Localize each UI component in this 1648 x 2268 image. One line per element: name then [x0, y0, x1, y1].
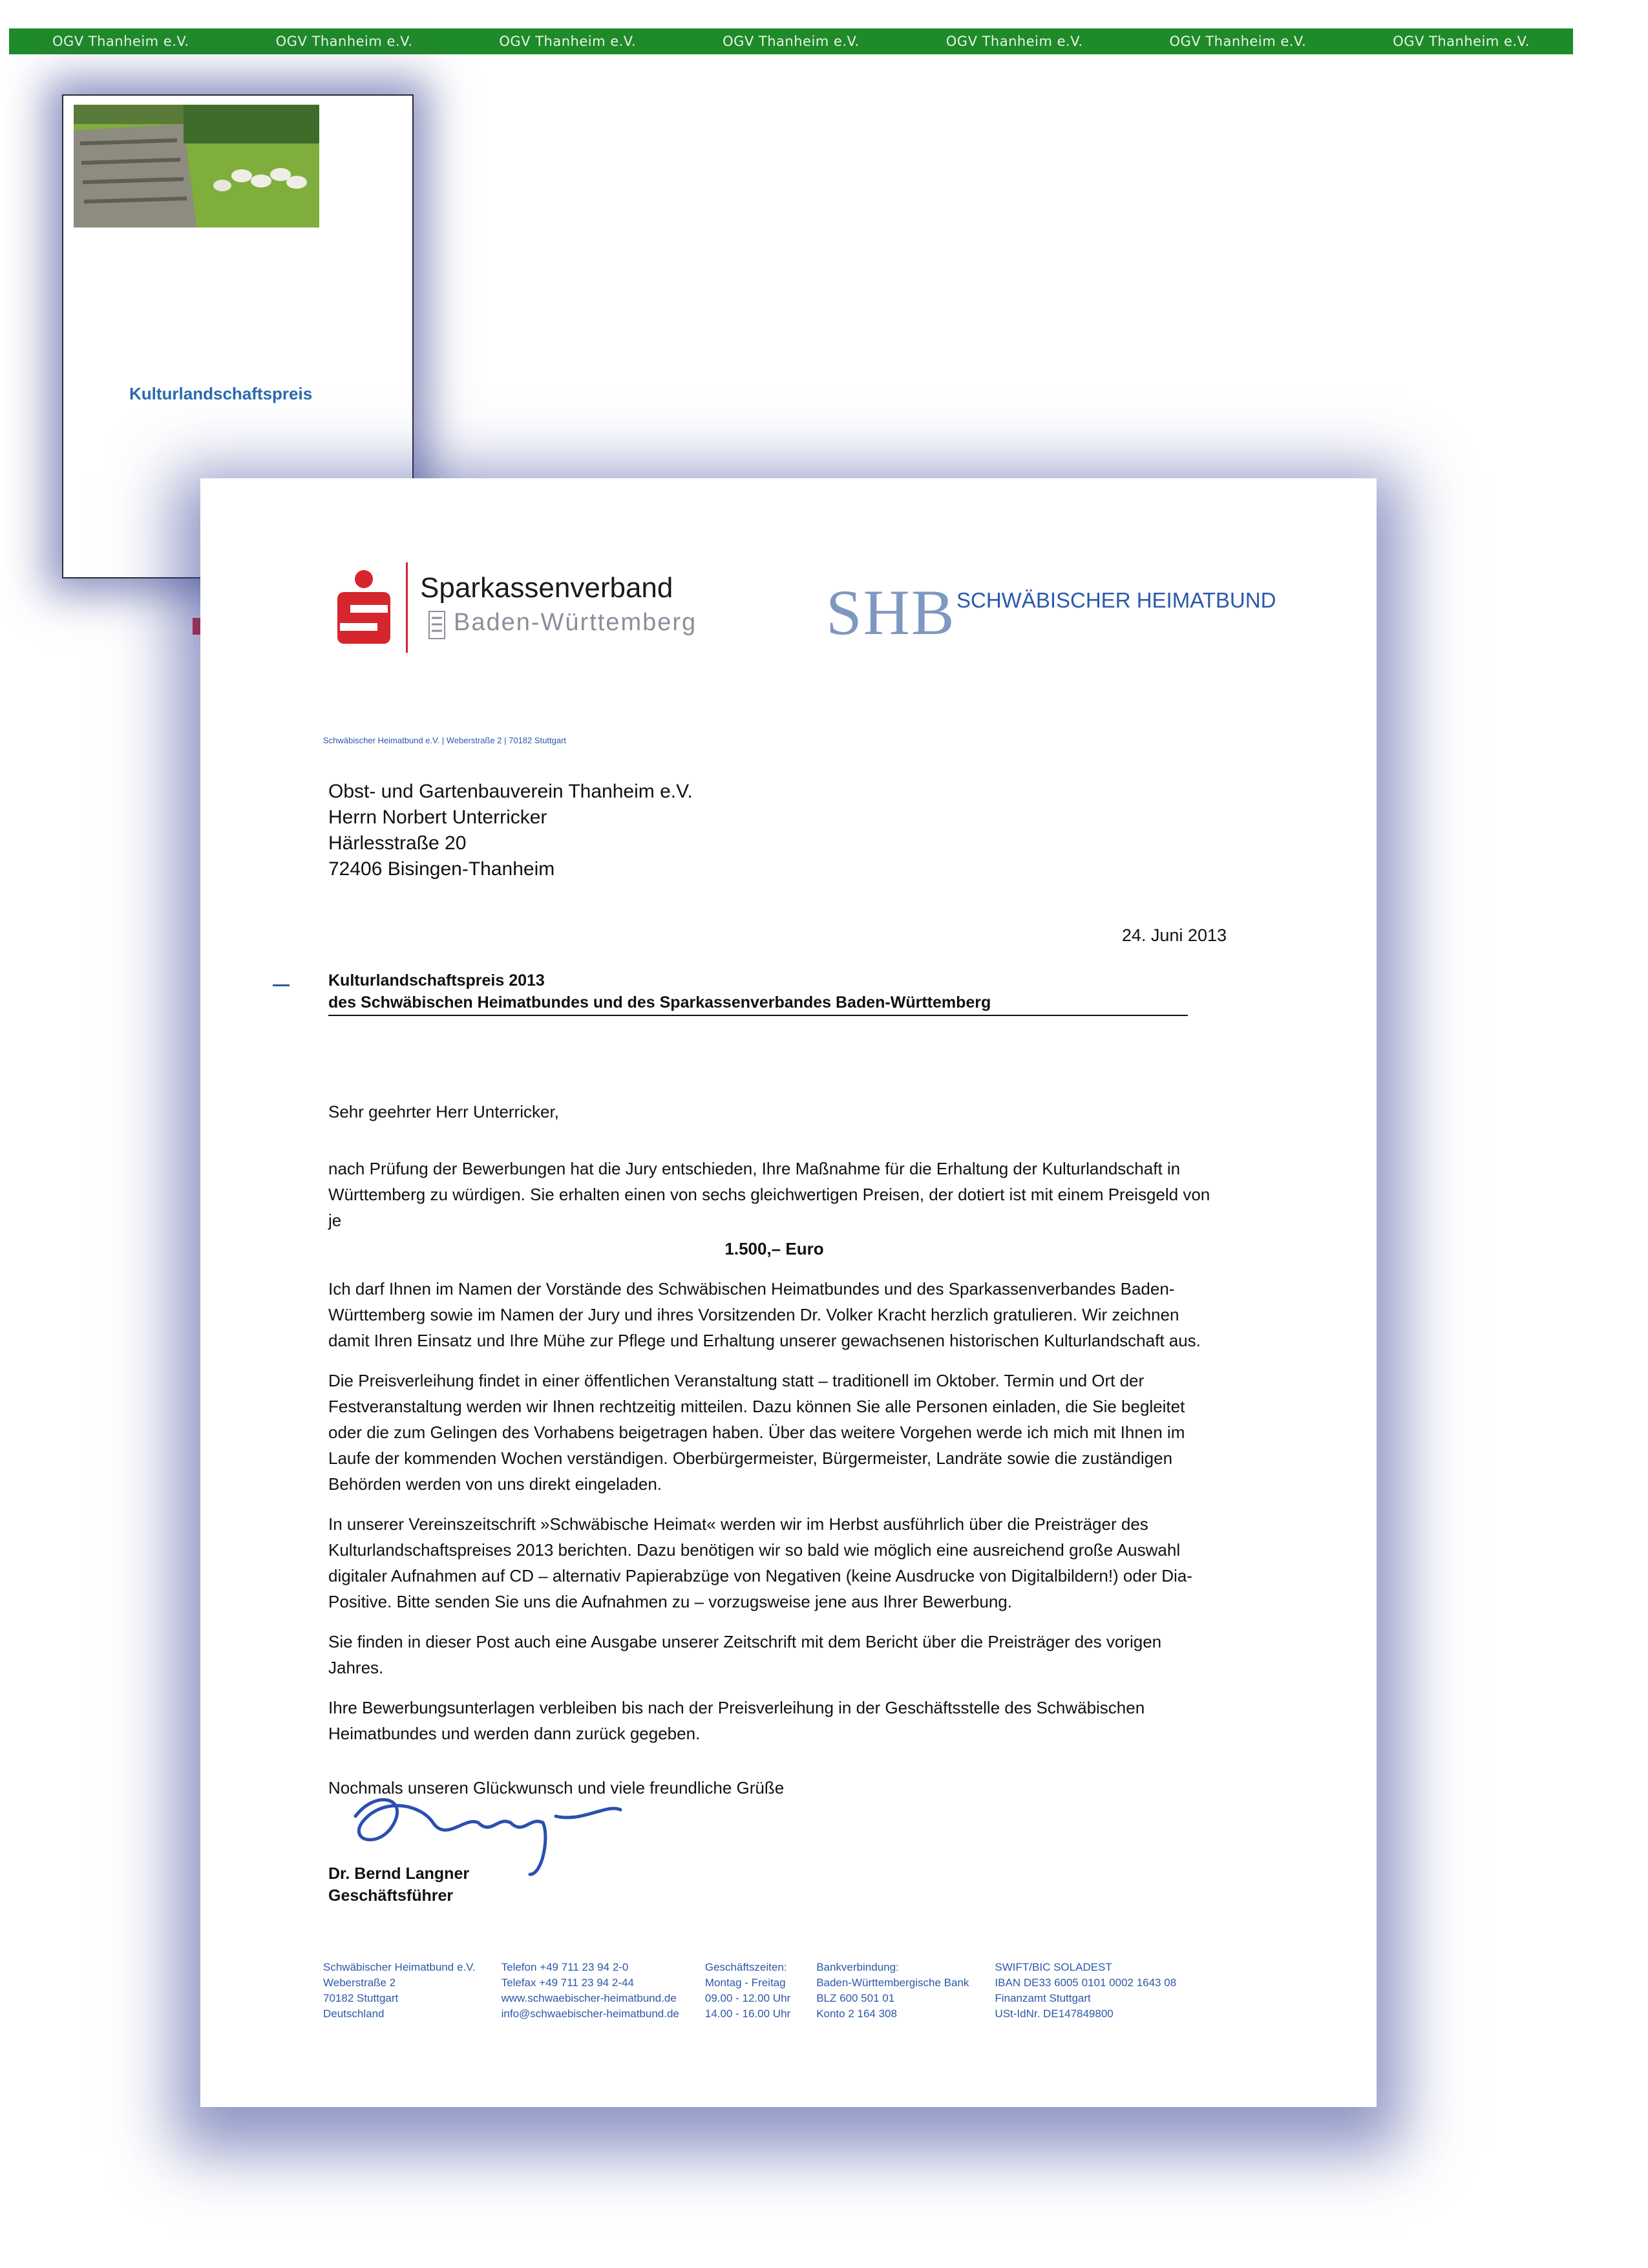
banner-text: OGV Thanheim e.V.	[1169, 34, 1307, 49]
footer-line: Finanzamt Stuttgart	[995, 1992, 1091, 2004]
footer-line: 70182 Stuttgart	[323, 1992, 399, 2004]
footer-address	[323, 1960, 476, 2022]
crest-icon	[425, 609, 449, 641]
footer-line: Baden-Württembergische Bank	[816, 1977, 969, 1989]
paragraph: Sie finden in dieser Post auch eine Ausgabe unserer Zeitschrift mit dem Bericht über die Preisträger des vorigen Jahres.	[328, 1632, 1162, 1677]
subject-underline	[328, 1015, 1188, 1016]
footer-line: Weberstraße 2	[323, 1977, 396, 1989]
banner-text: OGV Thanheim e.V.	[723, 34, 860, 49]
subject-line: des Schwäbischen Heimatbundes und des Sparkassenverbandes Baden-Württemberg	[328, 993, 991, 1012]
brochure-title: Kulturlandschaftspreis	[129, 384, 313, 403]
prize-amount: 1.500,– Euro	[724, 1239, 824, 1258]
footer-link[interactable]: info@schwaebischer-heimatbund.de	[501, 2008, 679, 2020]
footer-tax	[995, 1960, 1176, 2022]
sparkasse-region: Baden-Württemberg	[454, 609, 697, 636]
footer-line: IBAN DE33 6005 0101 0002 1643 08	[995, 1977, 1177, 1989]
footer-line: Telefon +49 711 23 94 2-0	[501, 1961, 629, 1973]
footer-line: Telefax +49 711 23 94 2-44	[501, 1977, 634, 1989]
shb-name: SCHWÄBISCHER HEIMATBUND	[956, 588, 1276, 612]
recipient-line: Herrn Norbert Unterricker	[328, 807, 547, 828]
fold-mark	[273, 984, 290, 986]
footer-line: 14.00 - 16.00 Uhr	[704, 2008, 791, 2020]
letter-footer	[323, 1960, 1293, 2022]
letter-date: 24. Juni 2013	[1121, 926, 1227, 945]
closing: Nochmals unseren Glückwunsch und viele freundliche Grüße	[328, 1778, 785, 1797]
landscape-photo	[74, 105, 319, 228]
shb-logo: SHB	[826, 577, 956, 648]
paragraph: Ich darf Ihnen im Namen der Vorstände des Schwäbischen Heimatbundes und des Sparkassenverbandes Baden-Württemberg sowie im Namen der Jury und ihres Vorsitzenden Dr. Volker Kracht herzlich gratulieren. Wir zeichnen damit Ihren Einsatz und Ihre Mühe zur Pflege und Erhaltung unserer gewachsenen historischen Kulturlandschaft aus.	[328, 1279, 1201, 1350]
letter-body	[328, 1099, 1220, 1815]
paragraph: Die Preisverleihung findet in einer öffentlichen Veranstaltung statt – traditionell im Oktober. Termin und Ort der Festveranstaltung werden wir Ihnen rechtzeitig mitteilen. Dazu können Sie alle Personen einladen, die Sie begleitet oder die zum Gelingen des Vorhabens beigetragen haben. Über das weitere Vorgehen werde ich mich mit Ihnen im Laufe der kommenden Wochen verständigen. Oberbürgermeister, Bürgermeister, Landräte sowie die zuständigen Behörden werden von uns direkt eingeladen.	[328, 1371, 1185, 1494]
footer-line: USt-IdNr. DE147849800	[995, 2008, 1114, 2020]
paragraph: nach Prüfung der Bewerbungen hat die Jury entschieden, Ihre Maßnahme für die Erhaltung der Kulturlandschaft in Württemberg zu würdigen. Sie erhalten einen von sechs gleichwertigen Preisen, der dotiert ist mit einem Preisgeld von je	[328, 1159, 1210, 1230]
letter	[200, 478, 1377, 2107]
signer-name: Dr. Bernd Langner	[328, 1865, 470, 1883]
footer-line: Schwäbischer Heimatbund e.V.	[323, 1961, 476, 1973]
footer-line: Konto 2 164 308	[816, 2008, 897, 2020]
footer-line: 09.00 - 12.00 Uhr	[704, 1992, 791, 2004]
footer-line: Bankverbindung:	[816, 1961, 899, 1973]
subject	[328, 970, 991, 1013]
footer-line: BLZ 600 501 01	[816, 1992, 895, 2004]
footer-line: Geschäftszeiten:	[704, 1961, 787, 1973]
footer-contact	[502, 1960, 679, 2022]
footer-line: Montag - Freitag	[704, 1977, 786, 1989]
recipient-line: Härlesstraße 20	[328, 832, 467, 854]
footer-line: SWIFT/BIC SOLADEST	[995, 1961, 1112, 1973]
banner-text: OGV Thanheim e.V.	[1393, 34, 1530, 49]
footer-hours	[705, 1960, 790, 2022]
sparkasse-name: Sparkassenverband	[420, 572, 673, 604]
paragraph: In unserer Vereinszeitschrift »Schwäbische Heimat« werden wir im Herbst ausführlich über die Preisträger des Kulturlandschaftspreises 2013 berichten. Dazu benötigen wir so bald wie möglich eine ausreichend große Auswahl digitaler Aufnahmen auf CD – alternativ Papierabzüge von Negativen (keine Ausdrucke von Digitalbildern!) oder Dia-Positive. Bitte senden Sie uns die Aufnahmen zu – vorzugsweise jene aus Ihrer Bewerbung.	[328, 1514, 1192, 1611]
paragraph: Ihre Bewerbungsunterlagen verbleiben bis nach der Preisverleihung in der Geschäftsstelle des Schwäbischen Heimatbundes und werden dann zurück gegeben.	[328, 1698, 1145, 1743]
footer-link[interactable]: www.schwaebischer-heimatbund.de	[501, 1992, 677, 2004]
subject-line: Kulturlandschaftspreis 2013	[328, 971, 545, 990]
footer-bank	[816, 1960, 969, 2022]
banner-text: OGV Thanheim e.V.	[52, 34, 189, 49]
sender-line: Schwäbischer Heimatbund e.V. | Weberstraße 2 | 70182 Stuttgart	[323, 736, 567, 745]
signer	[328, 1863, 469, 1907]
recipient-line: 72406 Bisingen-Thanheim	[328, 858, 555, 880]
salutation: Sehr geehrter Herr Unterricker,	[328, 1102, 559, 1121]
banner-text: OGV Thanheim e.V.	[275, 34, 413, 49]
banner-text: OGV Thanheim e.V.	[499, 34, 637, 49]
recipient-address	[328, 779, 693, 882]
banner-text: OGV Thanheim e.V.	[945, 34, 1083, 49]
recipient-line: Obst- und Gartenbauverein Thanheim e.V.	[328, 781, 693, 802]
signer-title: Geschäftsführer	[328, 1887, 454, 1905]
banner	[9, 28, 1573, 54]
footer-line: Deutschland	[323, 2008, 385, 2020]
sparkasse-logo-icon	[335, 569, 393, 646]
logo-divider	[406, 562, 408, 653]
